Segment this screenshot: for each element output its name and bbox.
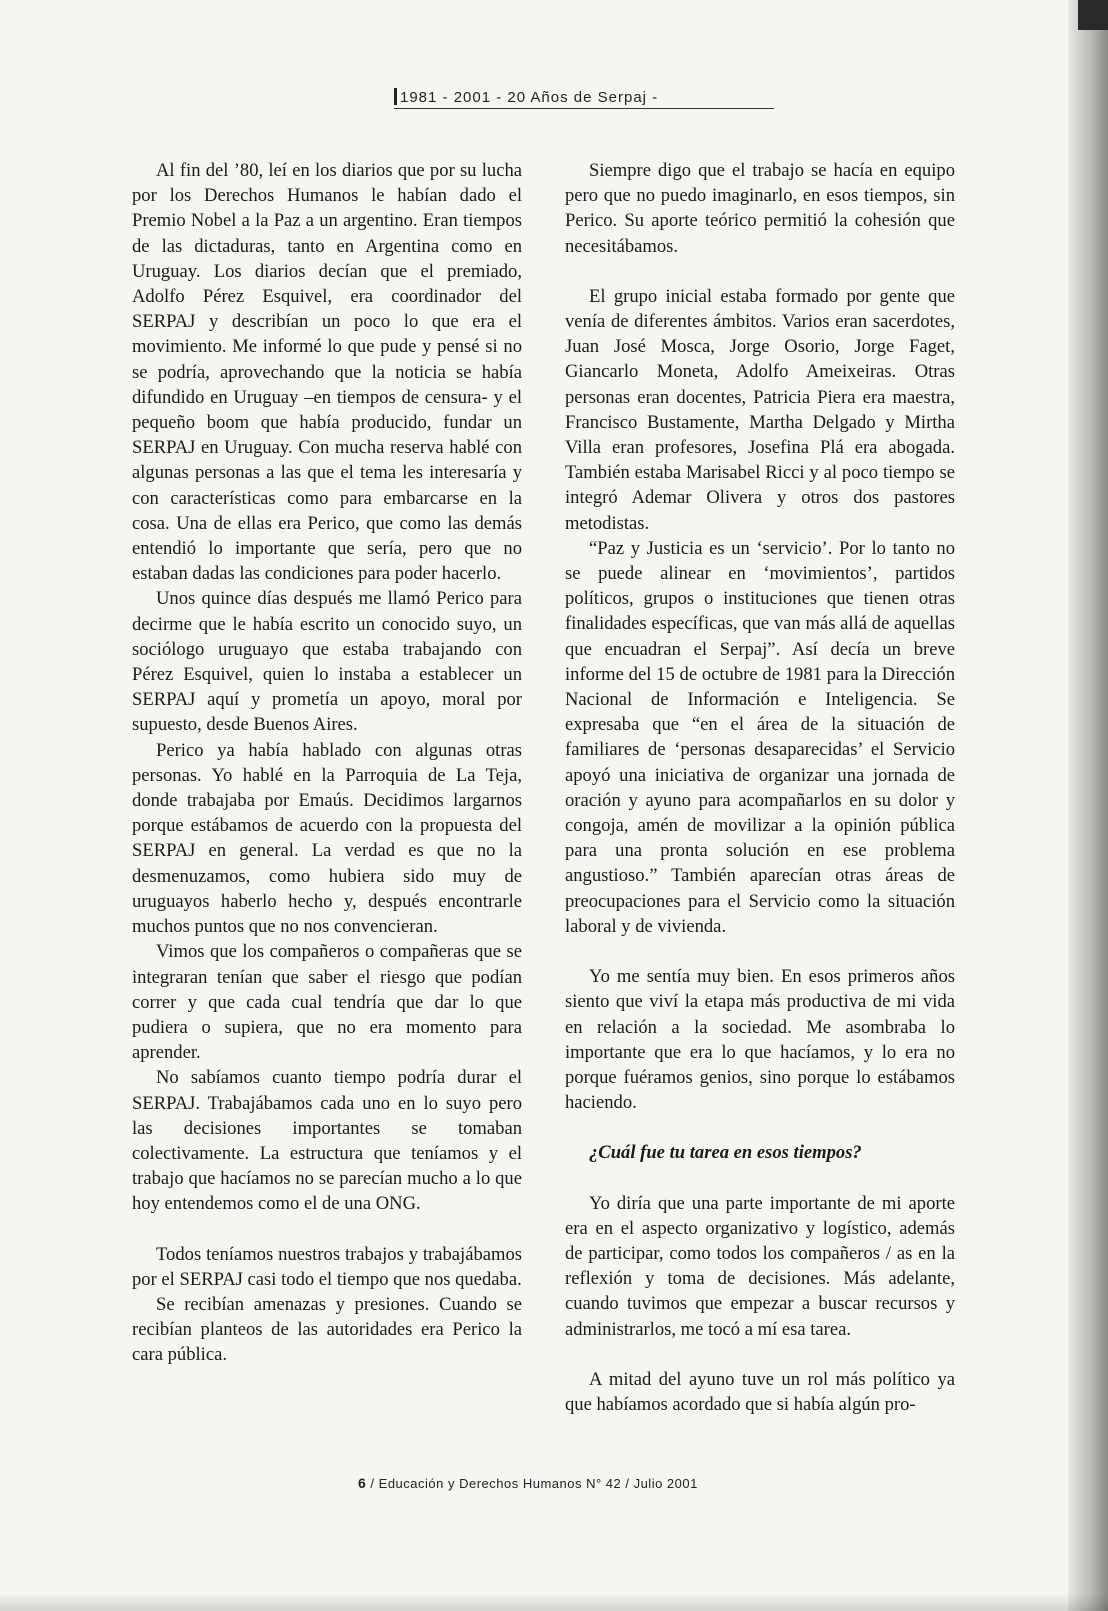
paragraph: Todos teníamos nuestros trabajos y trabajábamos por el SERPAJ casi todo el tiempo que nos quedaba. [132,1243,522,1290]
publication-info: / Educación y Derechos Humanos N° 42 / Julio 2001 [370,1476,698,1491]
paragraph: No sabíamos cuanto tiempo podría durar el SERPAJ. Trabajábamos cada uno en lo suyo pero las decisiones importantes se tomaban colectivamente. La estructura que teníamos y el trabajo que hacíamos no se parecían mucho a lo que hoy entendemos como el de una ONG. [132,1067,522,1215]
page-footer [358,1475,758,1491]
paragraph: A mitad del ayuno tuve un rol más político ya que habíamos acordado que si había algún pro- [565,1368,955,1415]
paragraph: El grupo inicial estaba formado por gente que venía de diferentes ámbitos. Varios eran sacerdotes, Juan José Mosca, Jorge Osorio, Jorge Faget, Giancarlo Moneta, Adolfo Ameixeiras. Otras personas eran docentes, Patricia Piera era maestra, Francisco Bustamente, Martha Delgado y Mirtha Villa eran profesores, Josefina Plá era abogada. También estaba Marisabel Ricci y al poco tiempo se integró Ademar Olivera y otros dos pastores metodistas. [565,285,955,534]
paragraph: Perico ya había hablado con algunas otras personas. Yo hablé en la Parroquia de La Teja, donde trabajaba por Emaús. Decidimos largarnos porque estábamos de acuerdo con la propuesta del SERPAJ en general. La verdad es que no la desmenuzamos, como hubiera sido muy de uruguayos haberlo hecho y, después encontrarle muchos puntos que no nos convencieran. [132,739,522,938]
scan-bottom-shadow [0,1593,1108,1611]
running-title: 1981 - 2001 - 20 Años de Serpaj - [400,89,659,106]
paragraph: Yo diría que una parte importante de mi aporte era en el aspecto organizativo y logístico, además de participar, como todos los compañeros / as en la reflexión y toma de decisiones. Más adelante, cuando tuvimos que empezar a buscar recursos y administrarlos, me tocó a mí esa tarea. [565,1192,955,1340]
paragraph: Vimos que los compañeros o compañeras que se integraran tenían que saber el riesgo que podían correr y que cada cual tendría que dar lo que pudiera o supiera, que no era momento para aprender. [132,941,522,1064]
scan-corner-shadow [1078,0,1108,30]
page-number: 6 [358,1475,367,1491]
right-text-column [565,158,955,1417]
paragraph: Siempre digo que el trabajo se hacía en equipo pero que no puedo imaginarlo, en esos tiempos, sin Perico. Su aporte teórico permitió la cohesión que necesitábamos. [565,160,955,257]
header-rule-mark [394,88,397,105]
scan-page-edge [1068,0,1108,1611]
paragraph: Yo me sentía muy bien. En esos primeros años siento que viví la etapa más productiva de mi vida en relación a la sociedad. Me asombraba lo importante que era lo que hacíamos, y lo era no porque fuéramos genios, sino porque lo estábamos haciendo. [565,966,955,1114]
paragraph: Al fin del ’80, leí en los diarios que por su lucha por los Derechos Humanos le habían dado el Premio Nobel a la Paz a un argentino. Eran tiempos de las dictaduras, tanto en Argentina como en Uruguay. Los diarios decían que el premiado, Adolfo Pérez Esquivel, era coordinador del SERPAJ y describían un poco lo que era el movimiento. Me informé lo que pude y pensé si no se podría, aprovechando que la noticia se había difundido en Uruguay –en tiempos de censura- y el pequeño boom que había producido, fundar un SERPAJ en Uruguay. Con mucha reserva hablé con algunas personas a las que el tema les interesaría y con características como para embarcarse en la cosa. Una de ellas era Perico, que como las demás entendió lo importante que sería, pero que no estaban dadas las condiciones para poder hacerlo. [132,160,522,585]
paragraph: “Paz y Justicia es un ‘servicio’. Por lo tanto no se puede alinear en ‘movimientos’, partidos políticos, grupos o instituciones que tienen otras finalidades específicas, que van más allá de aquellas que encuadran el Serpaj”. Así decía un breve informe del 15 de octubre de 1981 para la Dirección Nacional de Información e Inteligencia. Se expresaba que “en el área de la situación de familiares de ‘personas desaparecidas’ el Servicio apoyó una iniciativa de organizar una jornada de oración y ayuno para acompañarlos en su dolor y congoja, amén de movilizar a la opinión pública para una pronta solución en ese problema angustioso.” También aparecían otras áreas de preocupaciones para el Servicio como la situación laboral y de vivienda. [565,537,955,937]
interview-question: ¿Cuál fue tu tarea en esos tiempos? [589,1142,862,1164]
paragraph: Unos quince días después me llamó Perico para decirme que le había escrito un conocido suyo, un sociólogo uruguayo que estaba trabajando con Pérez Esquivel, quien lo instaba a establecer un SERPAJ aquí y prometía un apoyo, moral por supuesto, desde Buenos Aires. [132,588,522,736]
running-header [394,88,774,109]
paragraph: Se recibían amenazas y presiones. Cuando se recibían planteos de las autoridades era Perico la cara pública. [132,1293,522,1366]
left-text-column [132,158,522,1368]
